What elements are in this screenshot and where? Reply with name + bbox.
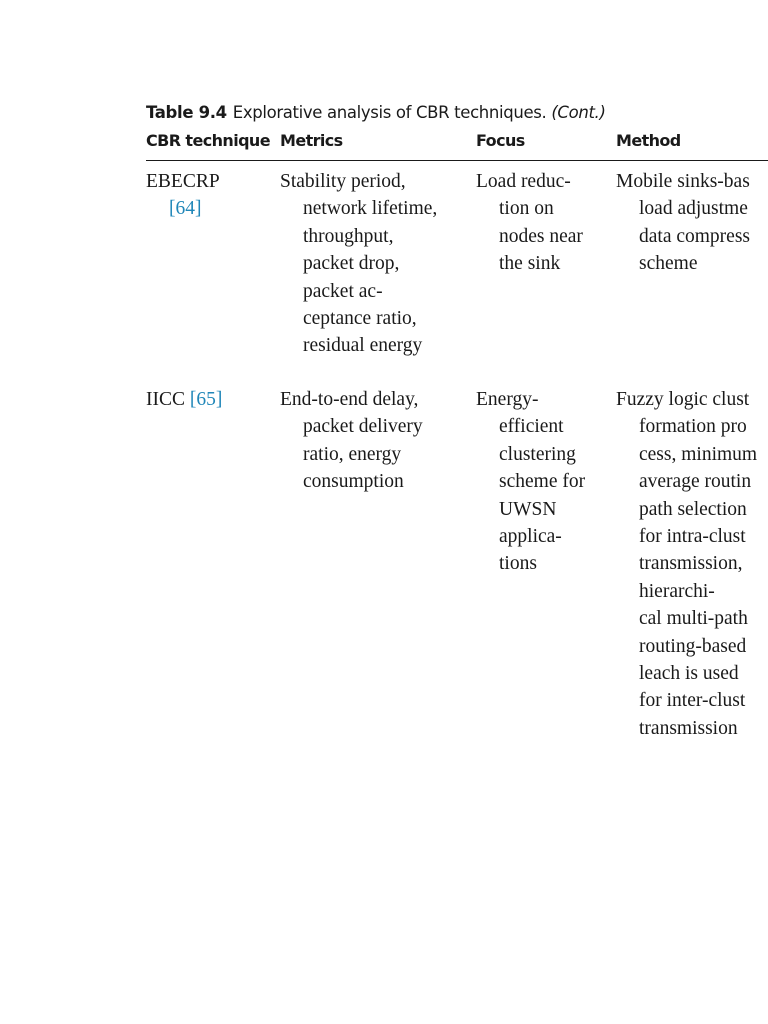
focus-line: Load reduc- [476,171,571,192]
focus-line: the sink [499,253,561,275]
technique-reference-link[interactable]: [64] [169,198,202,220]
method-line: transmission [639,717,738,739]
row-iicc-method [616,386,757,742]
method-line: scheme [639,253,698,275]
method-line: Mobile sinks-bas [616,171,750,192]
method-line: for intra-clust [639,526,746,548]
metrics-line: Stability period, [280,171,406,192]
row-ebecrp-technique [146,168,220,223]
focus-line: efficient [499,416,564,438]
header-rule [146,160,768,161]
table-continued-note: (Cont.) [551,103,606,122]
technique-name: IICC [146,389,185,410]
method-line: cess, minimum [639,443,758,465]
row-ebecrp-method [616,168,750,278]
method-line: Fuzzy logic clust [616,389,750,410]
metrics-line: network lifetime, [303,198,438,220]
table-number: Table 9.4 [146,103,227,122]
header-method: Method [616,131,681,150]
focus-line: nodes near [499,225,583,247]
metrics-line: packet delivery [303,416,423,438]
method-line: transmission, [639,553,743,575]
focus-line: scheme for [499,471,586,493]
technique-name: EBECRP [146,171,220,192]
row-iicc-metrics [280,386,423,496]
focus-line: tion on [499,198,554,220]
method-line: load adjustme [639,198,748,220]
focus-line: clustering [499,443,576,465]
technique-reference-link[interactable]: [65] [189,389,223,410]
header-focus: Focus [476,131,525,150]
metrics-line: packet ac- [303,280,383,302]
focus-line: UWSN [499,498,557,520]
row-ebecrp-focus [476,168,583,278]
metrics-line: consumption [303,471,404,493]
metrics-line: ratio, energy [303,443,402,465]
header-metrics: Metrics [280,131,343,150]
row-iicc-technique [146,386,222,413]
row-iicc-focus [476,386,585,578]
method-line: for inter-clust [639,690,746,712]
table-title: Explorative analysis of CBR techniques. [232,103,547,122]
row-ebecrp-metrics [280,168,437,360]
header-cbr-technique: CBR technique [146,131,270,150]
method-line: cal multi-path [639,608,748,630]
table-caption [146,103,606,122]
method-line: formation pro [639,416,747,438]
metrics-line: ceptance ratio, [303,308,417,330]
metrics-line: End-to-end delay, [280,389,419,410]
metrics-line: packet drop, [303,253,400,275]
method-line: hierarchi- [639,580,715,602]
focus-line: tions [499,553,537,575]
focus-line: Energy- [476,389,539,410]
focus-line: applica- [499,526,562,548]
metrics-line: throughput, [303,225,394,247]
method-line: routing-based [639,635,747,657]
method-line: leach is used [639,663,739,685]
metrics-line: residual energy [303,335,423,357]
method-line: data compress [639,225,751,247]
method-line: path selection [639,498,747,520]
method-line: average routin [639,471,752,493]
